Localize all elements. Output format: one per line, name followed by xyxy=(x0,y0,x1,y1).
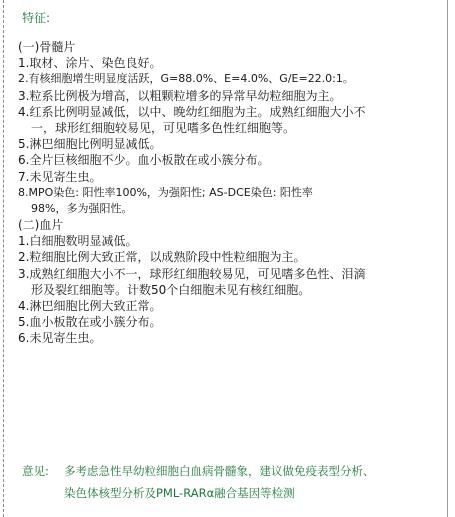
features-heading: 特征: xyxy=(22,11,51,25)
opinion-line-2: 染色体核型分析及PML-RARα融合基因等检测 xyxy=(64,486,295,500)
opinion-label: 意见: xyxy=(22,464,49,478)
marrow-line-4: 4.红系比例明显减低，以中、晚幼红细胞为主。成熟红细胞大小不 xyxy=(18,104,366,119)
blood-line-2: 2.粒细胞比例大致正常，以成熟阶段中性粒细胞为主。 xyxy=(18,250,306,265)
blood-line-5: 5.血小板散在或小簇分布。 xyxy=(18,315,162,330)
marrow-line-2: 2.有核细胞增生明显度活跃，G=88.0%、E=4.0%、G/E=22.0:1。 xyxy=(18,72,354,86)
marrow-line-1: 1.取材、涂片、染色良好。 xyxy=(18,56,162,71)
marrow-line-5: 5.淋巴细胞比例明显减低。 xyxy=(18,137,162,152)
section-title-blood: (二)血片 xyxy=(18,218,64,233)
blood-line-1: 1.白细胞数明显减低。 xyxy=(18,234,138,249)
opinion-text xyxy=(64,460,434,504)
blood-line-3-cont: 形及裂红细胞等。计数50个白细胞未见有核红细胞。 xyxy=(31,282,311,297)
section-title-marrow: (一)骨髓片 xyxy=(18,40,76,54)
findings-body xyxy=(18,39,438,347)
marrow-line-8: 8.MPO染色: 阳性率100%，为强阳性; AS-DCE染色: 阳性率 xyxy=(18,185,313,199)
marrow-line-4-cont: 一，球形红细胞较易见，可见嗜多色性红细胞等。 xyxy=(31,120,296,135)
blood-line-3: 3.成熟红细胞大小不一，球形红细胞较易见，可见嗜多色性、泪滴 xyxy=(18,266,366,281)
blood-line-6: 6.未见寄生虫。 xyxy=(18,331,102,346)
marrow-line-8-cont: 98%，多为强阳性。 xyxy=(31,201,133,215)
marrow-line-3: 3.粒系比例极为增高，以粗颗粒增多的异常早幼粒细胞为主。 xyxy=(18,88,342,103)
marrow-line-7: 7.未见寄生虫。 xyxy=(18,169,102,184)
opinion-line-1: 多考虑急性早幼粒细胞白血病骨髓象，建议做免疫表型分析、 xyxy=(64,464,375,478)
marrow-line-6: 6.全片巨核细胞不少。血小板散在或小簇分布。 xyxy=(18,153,270,168)
report-panel xyxy=(3,0,448,517)
blood-line-4: 4.淋巴细胞比例大致正常。 xyxy=(18,299,162,313)
